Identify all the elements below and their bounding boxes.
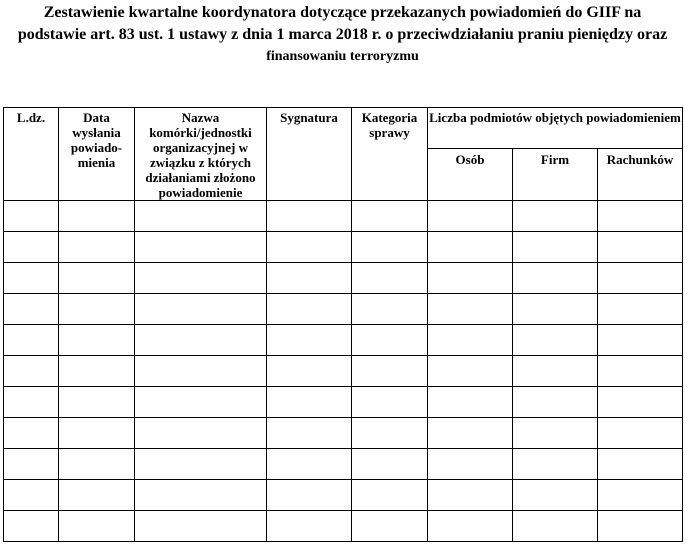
cell-ldz[interactable] — [4, 480, 59, 511]
table-row — [4, 294, 683, 325]
cell-rachunkow[interactable] — [598, 201, 683, 232]
cell-firm[interactable] — [513, 356, 598, 387]
title-line-3: finansowaniu terroryzmu — [266, 49, 419, 64]
cell-sygnatura[interactable] — [267, 232, 352, 263]
cell-kategoria[interactable] — [352, 294, 428, 325]
cell-rachunkow[interactable] — [598, 449, 683, 480]
cell-ldz[interactable] — [4, 201, 59, 232]
cell-nazwa-komorki[interactable] — [135, 232, 267, 263]
cell-osob[interactable] — [428, 325, 513, 356]
cell-firm[interactable] — [513, 387, 598, 418]
cell-data-wyslania[interactable] — [59, 511, 135, 542]
cell-ldz[interactable] — [4, 356, 59, 387]
cell-sygnatura[interactable] — [267, 387, 352, 418]
cell-data-wyslania[interactable] — [59, 201, 135, 232]
cell-firm[interactable] — [513, 294, 598, 325]
cell-kategoria[interactable] — [352, 511, 428, 542]
table-row — [4, 325, 683, 356]
cell-ldz[interactable] — [4, 232, 59, 263]
report-table — [3, 107, 683, 542]
cell-nazwa-komorki[interactable] — [135, 387, 267, 418]
cell-rachunkow[interactable] — [598, 511, 683, 542]
cell-data-wyslania[interactable] — [59, 418, 135, 449]
cell-osob[interactable] — [428, 449, 513, 480]
cell-nazwa-komorki[interactable] — [135, 325, 267, 356]
cell-nazwa-komorki[interactable] — [135, 418, 267, 449]
cell-nazwa-komorki[interactable] — [135, 201, 267, 232]
cell-nazwa-komorki[interactable] — [135, 356, 267, 387]
cell-sygnatura[interactable] — [267, 480, 352, 511]
cell-kategoria[interactable] — [352, 387, 428, 418]
cell-sygnatura[interactable] — [267, 356, 352, 387]
cell-sygnatura[interactable] — [267, 263, 352, 294]
cell-sygnatura[interactable] — [267, 511, 352, 542]
cell-ldz[interactable] — [4, 263, 59, 294]
cell-kategoria[interactable] — [352, 263, 428, 294]
table-row — [4, 201, 683, 232]
cell-ldz[interactable] — [4, 511, 59, 542]
cell-firm[interactable] — [513, 325, 598, 356]
cell-nazwa-komorki[interactable] — [135, 263, 267, 294]
table-row — [4, 232, 683, 263]
cell-rachunkow[interactable] — [598, 263, 683, 294]
cell-kategoria[interactable] — [352, 201, 428, 232]
table-row — [4, 418, 683, 449]
cell-ldz[interactable] — [4, 387, 59, 418]
cell-ldz[interactable] — [4, 418, 59, 449]
header-ldz: L.dz. — [4, 108, 59, 201]
cell-rachunkow[interactable] — [598, 387, 683, 418]
cell-firm[interactable] — [513, 201, 598, 232]
cell-firm[interactable] — [513, 480, 598, 511]
table-row — [4, 511, 683, 542]
cell-firm[interactable] — [513, 449, 598, 480]
table-body — [4, 201, 683, 542]
cell-kategoria[interactable] — [352, 418, 428, 449]
cell-sygnatura[interactable] — [267, 449, 352, 480]
cell-ldz[interactable] — [4, 449, 59, 480]
cell-kategoria[interactable] — [352, 356, 428, 387]
cell-osob[interactable] — [428, 387, 513, 418]
cell-osob[interactable] — [428, 263, 513, 294]
cell-sygnatura[interactable] — [267, 325, 352, 356]
cell-data-wyslania[interactable] — [59, 325, 135, 356]
cell-kategoria[interactable] — [352, 232, 428, 263]
header-nazwa-komorki: Nazwa komórki/jednostki organizacyjnej w związku z których działaniami złożono powiadomienie — [135, 108, 267, 201]
cell-rachunkow[interactable] — [598, 356, 683, 387]
cell-data-wyslania[interactable] — [59, 232, 135, 263]
cell-sygnatura[interactable] — [267, 201, 352, 232]
cell-ldz[interactable] — [4, 294, 59, 325]
cell-data-wyslania[interactable] — [59, 263, 135, 294]
header-kategoria: Kategoria sprawy — [352, 108, 428, 201]
table-row — [4, 480, 683, 511]
cell-data-wyslania[interactable] — [59, 449, 135, 480]
header-osob: Osób — [428, 149, 513, 201]
table-row — [4, 387, 683, 418]
cell-osob[interactable] — [428, 294, 513, 325]
cell-rachunkow[interactable] — [598, 232, 683, 263]
cell-firm[interactable] — [513, 263, 598, 294]
cell-rachunkow[interactable] — [598, 294, 683, 325]
header-liczba-podmiotow: Liczba podmiotów objętych powiadomieniem — [428, 108, 683, 149]
cell-data-wyslania[interactable] — [59, 294, 135, 325]
cell-firm[interactable] — [513, 232, 598, 263]
cell-osob[interactable] — [428, 356, 513, 387]
cell-sygnatura[interactable] — [267, 418, 352, 449]
cell-kategoria[interactable] — [352, 449, 428, 480]
table-row — [4, 356, 683, 387]
document-title — [0, 2, 685, 68]
cell-nazwa-komorki[interactable] — [135, 511, 267, 542]
cell-rachunkow[interactable] — [598, 480, 683, 511]
header-sygnatura: Sygnatura — [267, 108, 352, 201]
cell-nazwa-komorki[interactable] — [135, 480, 267, 511]
cell-rachunkow[interactable] — [598, 325, 683, 356]
cell-osob[interactable] — [428, 201, 513, 232]
cell-nazwa-komorki[interactable] — [135, 294, 267, 325]
cell-data-wyslania[interactable] — [59, 356, 135, 387]
cell-osob[interactable] — [428, 480, 513, 511]
cell-kategoria[interactable] — [352, 325, 428, 356]
header-rachunkow: Rachunków — [598, 149, 683, 201]
title-line-2: podstawie art. 83 ust. 1 ustawy z dnia 1 marca 2018 r. o przeciwdziałaniu praniu pieniędzy oraz — [17, 26, 668, 43]
table-row — [4, 263, 683, 294]
cell-firm[interactable] — [513, 418, 598, 449]
cell-osob[interactable] — [428, 511, 513, 542]
cell-sygnatura[interactable] — [267, 294, 352, 325]
cell-firm[interactable] — [513, 511, 598, 542]
cell-osob[interactable] — [428, 418, 513, 449]
cell-rachunkow[interactable] — [598, 418, 683, 449]
cell-nazwa-komorki[interactable] — [135, 449, 267, 480]
cell-ldz[interactable] — [4, 325, 59, 356]
cell-data-wyslania[interactable] — [59, 387, 135, 418]
header-firm: Firm — [513, 149, 598, 201]
table-row — [4, 449, 683, 480]
cell-kategoria[interactable] — [352, 480, 428, 511]
cell-osob[interactable] — [428, 232, 513, 263]
cell-data-wyslania[interactable] — [59, 480, 135, 511]
title-line-1: Zestawienie kwartalne koordynatora dotyczące przekazanych powiadomień do GIIF na — [43, 4, 642, 21]
header-data-wyslania: Data wysłania powiado-mienia — [59, 108, 135, 201]
